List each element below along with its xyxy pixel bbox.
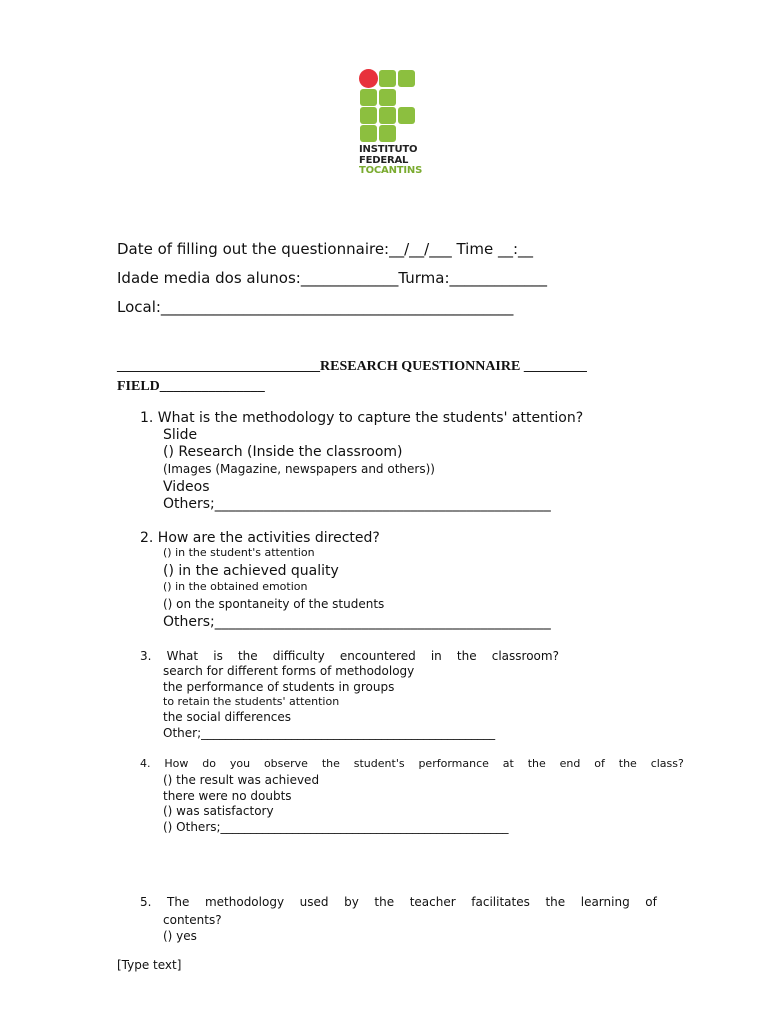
q3-option[interactable]: the social differences: [163, 710, 292, 724]
q3-word: 3.: [140, 649, 152, 663]
q3-option[interactable]: to retain the students' attention: [163, 695, 340, 708]
q3-other-field[interactable]: Other;_________________________________________________: [163, 726, 496, 740]
q5-question-continuation: contents?: [163, 913, 222, 927]
q2-others-field[interactable]: Others;________________________________________________: [163, 614, 551, 630]
q3-word: the: [456, 649, 477, 663]
logo-square: [360, 125, 377, 142]
logo-red-dot: [359, 69, 378, 88]
q5-word: The: [167, 895, 190, 909]
q5-word: the: [545, 895, 566, 909]
q4-word: student's: [353, 757, 405, 770]
q4-word: at: [502, 757, 514, 770]
q4-word: you: [229, 757, 251, 770]
q3-word: classroom?: [491, 649, 559, 663]
q3-word: difficulty: [272, 649, 325, 663]
q4-word: 4.: [140, 757, 151, 770]
q4-word: the: [618, 757, 637, 770]
q3-word: What: [166, 649, 199, 663]
q4-word: performance: [418, 757, 489, 770]
q1-option[interactable]: (Images (Magazine, newspapers and others)): [163, 462, 435, 476]
q3-option[interactable]: the performance of students in groups: [163, 680, 395, 694]
q5-word: facilitates: [471, 895, 530, 909]
q4-option[interactable]: () was satisfactory: [163, 804, 274, 818]
q5-word: learning: [580, 895, 630, 909]
q4-option[interactable]: () the result was achieved: [163, 773, 320, 787]
q4-word: the: [527, 757, 546, 770]
question-3: [140, 649, 559, 663]
logo-square: [379, 70, 396, 87]
question-2: 2. How are the activities directed?: [140, 530, 380, 546]
question-5: [140, 895, 657, 909]
q5-word: teacher: [409, 895, 456, 909]
q5-option[interactable]: () yes: [163, 929, 197, 943]
q4-word: do: [202, 757, 216, 770]
q1-option[interactable]: Videos: [163, 479, 210, 495]
q4-word: end: [559, 757, 581, 770]
q1-option[interactable]: () Research (Inside the classroom): [163, 444, 403, 460]
q2-option[interactable]: () in the achieved quality: [163, 563, 339, 579]
institute-logo: [358, 68, 438, 178]
q2-option[interactable]: () in the obtained emotion: [163, 580, 308, 593]
q4-option[interactable]: there were no doubts: [163, 789, 292, 803]
q3-word: the: [237, 649, 258, 663]
logo-square: [379, 89, 396, 106]
logo-square: [398, 70, 415, 87]
q5-word: 5.: [140, 895, 152, 909]
logo-text-federal: FEDERAL: [359, 155, 409, 166]
q2-option[interactable]: () on the spontaneity of the students: [163, 597, 385, 611]
q4-word: class?: [650, 757, 684, 770]
q5-word: used: [299, 895, 329, 909]
q4-word: How: [164, 757, 189, 770]
q3-word: in: [430, 649, 442, 663]
logo-square: [360, 89, 377, 106]
q4-word: observe: [263, 757, 308, 770]
age-class-field[interactable]: Idade media dos alunos:_____________Turma:_____________: [117, 269, 547, 287]
q4-word: the: [321, 757, 340, 770]
date-time-field[interactable]: Date of filling out the questionnaire:__/__/___ Time __:__: [117, 240, 534, 258]
q4-word: of: [594, 757, 605, 770]
question-4: [140, 757, 684, 770]
q3-option[interactable]: search for different forms of methodology: [163, 664, 415, 678]
q3-word: is: [213, 649, 223, 663]
logo-text-instituto: INSTITUTO: [359, 144, 418, 155]
q5-word: of: [645, 895, 657, 909]
logo-square: [379, 107, 396, 124]
questionnaire-title: _____________________________RESEARCH QUESTIONNAIRE _________: [117, 359, 587, 374]
q2-option[interactable]: () in the student's attention: [163, 546, 315, 559]
questionnaire-subtitle: FIELD_______________: [117, 379, 265, 394]
footer-placeholder: [Type text]: [117, 958, 182, 972]
local-field[interactable]: Local:_______________________________________________: [117, 298, 514, 316]
q5-word: methodology: [204, 895, 285, 909]
q4-others-field[interactable]: () Others;________________________________________________: [163, 820, 509, 834]
logo-square: [360, 107, 377, 124]
question-1: 1. What is the methodology to capture the students' attention?: [140, 410, 584, 426]
q1-others-field[interactable]: Others;________________________________________________: [163, 496, 551, 512]
q5-word: by: [344, 895, 359, 909]
logo-square: [398, 107, 415, 124]
q5-word: the: [374, 895, 395, 909]
q1-option[interactable]: Slide: [163, 427, 198, 443]
q3-word: encountered: [339, 649, 416, 663]
logo-square: [379, 125, 396, 142]
logo-text-tocantins: TOCANTINS: [359, 165, 423, 176]
